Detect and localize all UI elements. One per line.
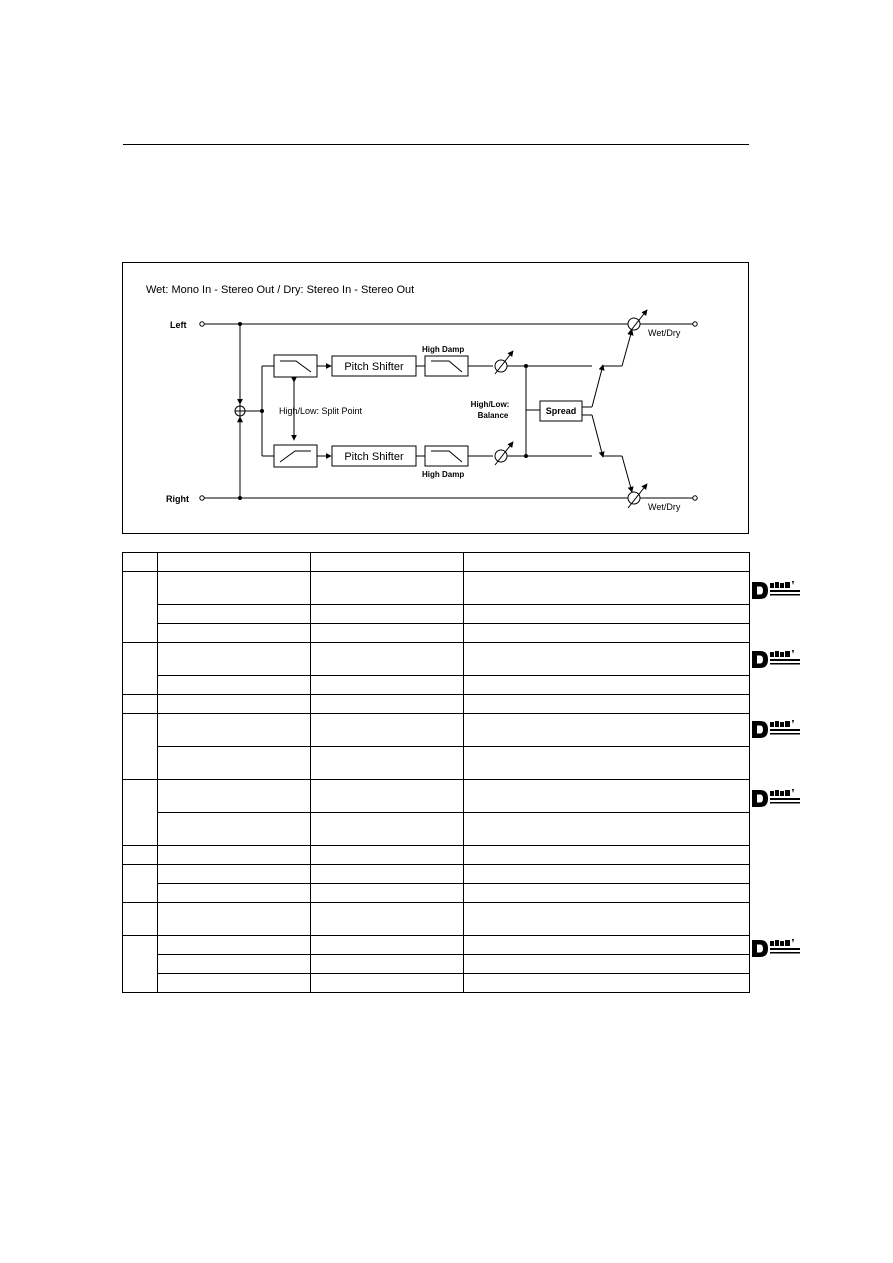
table-cell — [311, 605, 464, 624]
left-input-label: Left — [170, 320, 187, 330]
pitch-shifter-bottom-label: Pitch Shifter — [344, 451, 404, 463]
table-cell — [464, 714, 750, 747]
table-row — [123, 936, 750, 955]
table-row — [123, 780, 750, 813]
dmod-logo-icon — [751, 718, 803, 740]
table-cell — [464, 865, 750, 884]
table-cell — [158, 936, 311, 955]
table-row — [123, 676, 750, 695]
left-output-terminal — [693, 322, 697, 326]
table-cell — [311, 643, 464, 676]
diagram-frame — [123, 263, 749, 534]
parameter-table — [122, 552, 750, 993]
high-damp-bottom-label: High Damp — [422, 470, 465, 479]
table-cell — [158, 903, 311, 936]
table-cell — [158, 884, 311, 903]
low-pass-filter-box — [274, 355, 317, 377]
table-cell — [158, 624, 311, 643]
table-cell — [464, 903, 750, 936]
group-cell — [123, 865, 158, 903]
table-cell — [158, 780, 311, 813]
table-cell — [311, 572, 464, 605]
table-cell — [464, 643, 750, 676]
table-cell — [464, 884, 750, 903]
table-cell — [311, 813, 464, 846]
wet-dry-top-label: Wet/Dry — [648, 328, 681, 338]
group-cell — [123, 936, 158, 993]
dmod-logo-icon — [751, 648, 803, 670]
table-row — [123, 974, 750, 993]
table-row — [123, 695, 750, 714]
wet-dry-bottom-label: Wet/Dry — [648, 502, 681, 512]
left-input-terminal — [200, 322, 204, 326]
table-cell — [464, 780, 750, 813]
high-damp-top-label: High Damp — [422, 345, 465, 354]
table-row — [123, 605, 750, 624]
table-cell — [158, 553, 311, 572]
table-row — [123, 865, 750, 884]
table-row — [123, 884, 750, 903]
group-cell — [123, 553, 158, 572]
table-cell — [464, 572, 750, 605]
dmod-logo-icon — [751, 579, 803, 601]
pitch-shifter-top-label: Pitch Shifter — [344, 361, 404, 373]
table-row — [123, 624, 750, 643]
right-input-terminal — [200, 496, 204, 500]
top-rule — [123, 144, 749, 145]
table-cell — [158, 955, 311, 974]
high-damp-bottom-box — [425, 446, 468, 466]
high-damp-top-box — [425, 356, 468, 376]
table-cell — [158, 714, 311, 747]
high-pass-filter-box — [274, 445, 317, 467]
split-point-label: High/Low: Split Point — [279, 406, 363, 416]
table-row — [123, 903, 750, 936]
table-cell — [158, 643, 311, 676]
table-cell — [311, 780, 464, 813]
table-row — [123, 813, 750, 846]
table-cell — [464, 936, 750, 955]
table-cell — [311, 955, 464, 974]
dmod-logo-icon — [751, 937, 803, 959]
table-cell — [464, 846, 750, 865]
table-cell — [311, 676, 464, 695]
table-cell — [311, 865, 464, 884]
table-cell — [464, 813, 750, 846]
table-cell — [158, 813, 311, 846]
table-row — [123, 846, 750, 865]
table-cell — [464, 695, 750, 714]
table-row — [123, 714, 750, 747]
table-cell — [464, 974, 750, 993]
group-cell — [123, 572, 158, 643]
table-cell — [311, 974, 464, 993]
table-cell — [464, 955, 750, 974]
table-cell — [158, 865, 311, 884]
table-cell — [158, 676, 311, 695]
right-input-label: Right — [166, 494, 189, 504]
table-cell — [464, 747, 750, 780]
group-cell — [123, 695, 158, 714]
table-cell — [311, 747, 464, 780]
table-cell — [464, 553, 750, 572]
table-cell — [311, 884, 464, 903]
group-cell — [123, 846, 158, 865]
diagram-title: Wet: Mono In - Stereo Out / Dry: Stereo In - Stereo Out — [146, 284, 415, 296]
table-cell — [311, 553, 464, 572]
table-row — [123, 553, 750, 572]
group-cell — [123, 714, 158, 780]
table-cell — [311, 695, 464, 714]
table-row — [123, 643, 750, 676]
balance-label-line2: Balance — [477, 411, 509, 420]
table-cell — [158, 974, 311, 993]
group-cell — [123, 903, 158, 936]
table-cell — [158, 572, 311, 605]
table-row — [123, 955, 750, 974]
table-cell — [464, 605, 750, 624]
table-cell — [464, 624, 750, 643]
group-cell — [123, 780, 158, 846]
table-cell — [311, 624, 464, 643]
group-cell — [123, 643, 158, 695]
table-cell — [158, 695, 311, 714]
table-row — [123, 747, 750, 780]
table-row — [123, 572, 750, 605]
right-output-terminal — [693, 496, 697, 500]
balance-label-line1: High/Low: — [470, 400, 510, 409]
table-cell — [158, 747, 311, 780]
table-cell — [464, 676, 750, 695]
table-cell — [311, 903, 464, 936]
table-cell — [311, 714, 464, 747]
dmod-logo-icon — [751, 787, 803, 809]
table-cell — [311, 936, 464, 955]
spread-label: Spread — [545, 406, 577, 416]
signal-flow-diagram — [122, 262, 749, 534]
table-cell — [158, 846, 311, 865]
table-cell — [158, 605, 311, 624]
table-cell — [311, 846, 464, 865]
